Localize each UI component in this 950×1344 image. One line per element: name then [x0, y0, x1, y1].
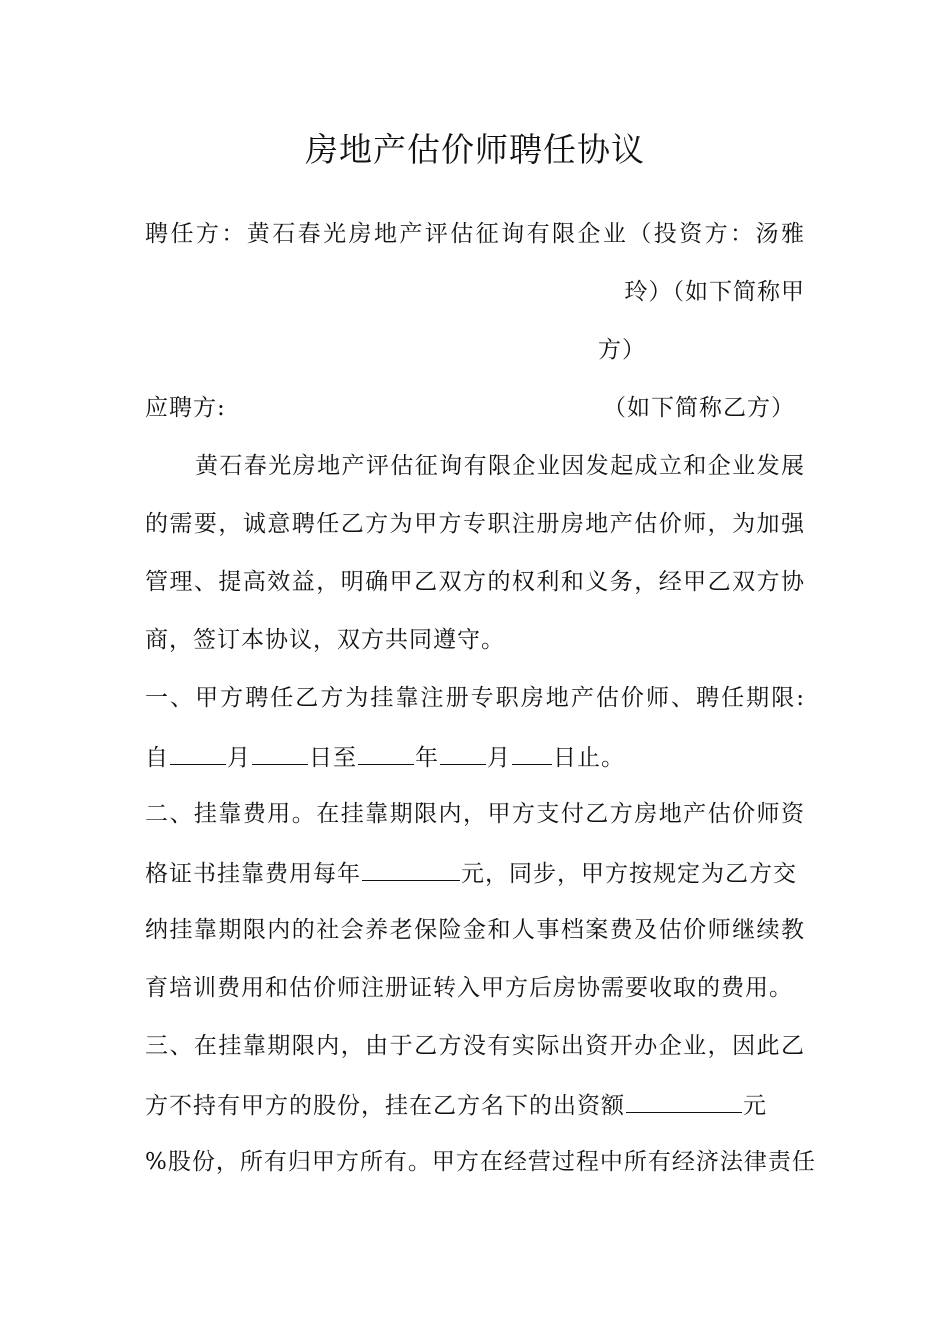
- clause2-line-4: 育培训费用和估价师注册证转入甲方后房协需要收取的费用。: [145, 975, 793, 1001]
- clause1-term-line: [145, 740, 805, 774]
- term-from-text: 自: [145, 745, 169, 771]
- document-title: 房地产估价师聘任协议: [305, 130, 645, 169]
- preamble-line-4: 商，签订本协议，双方共同遵守。: [145, 627, 505, 653]
- clause2-fee-text: 格证书挂靠费用每年: [145, 861, 361, 887]
- preamble-line-1: 黄石春光房地产评估征询有限企业因发起成立和企业发展: [195, 453, 805, 479]
- capital-amount-blank: [626, 1088, 742, 1113]
- preamble-line-2: 的需要，诚意聘任乙方为甲方专职注册房地产估价师，为加强: [145, 511, 805, 537]
- employer-line-1: 聘任方：黄石春光房地产评估征询有限企业（投资方：汤雅: [145, 221, 805, 247]
- month-blank-2: [440, 740, 486, 765]
- day-blank-1: [252, 740, 308, 765]
- employee-line: [145, 392, 805, 424]
- preamble-line-3: 管理、提高效益，明确甲乙双方的权利和义务，经甲乙双方协: [145, 569, 805, 595]
- term-month-text-1: 月: [227, 745, 251, 771]
- year-blank: [358, 740, 414, 765]
- employee-label: 应聘方:: [145, 395, 226, 421]
- employee-note: （如下简称乙方）: [603, 395, 795, 421]
- day-blank-2: [512, 740, 552, 765]
- clause3-line-3: %股份，所有归甲方所有。甲方在经营过程中所有经济法律责任: [145, 1149, 816, 1175]
- clause2-line-1: 二、挂靠费用。在挂靠期限内，甲方支付乙方房地产估价师资: [145, 801, 805, 827]
- clause3-capital-unit: 元: [743, 1093, 767, 1119]
- employer-line-3: 方）: [598, 337, 646, 363]
- clause3-capital-text: 方不持有甲方的股份，挂在乙方名下的出资额: [145, 1093, 625, 1119]
- clause3-line-2: [145, 1088, 805, 1122]
- clause1-line-1: 一、甲方聘任乙方为挂靠注册专职房地产估价师、聘任期限:: [145, 685, 805, 711]
- term-day-to-text: 日至: [309, 745, 357, 771]
- annual-fee-blank: [362, 856, 460, 881]
- clause3-line-1: 三、在挂靠期限内，由于乙方没有实际出资开办企业，因此乙: [145, 1033, 805, 1059]
- clause2-line-3: 纳挂靠期限内的社会养老保险金和人事档案费及估价师继续教: [145, 917, 805, 943]
- clause2-line-2: [145, 856, 805, 890]
- term-end-text: 日止。: [553, 745, 625, 771]
- term-month-text-2: 月: [487, 745, 511, 771]
- employer-line-2: 玲）（如下简称甲: [624, 279, 805, 305]
- month-blank-1: [170, 740, 226, 765]
- term-year-text: 年: [415, 745, 439, 771]
- clause2-fee-text-cont: 元，同步，甲方按规定为乙方交: [461, 861, 797, 887]
